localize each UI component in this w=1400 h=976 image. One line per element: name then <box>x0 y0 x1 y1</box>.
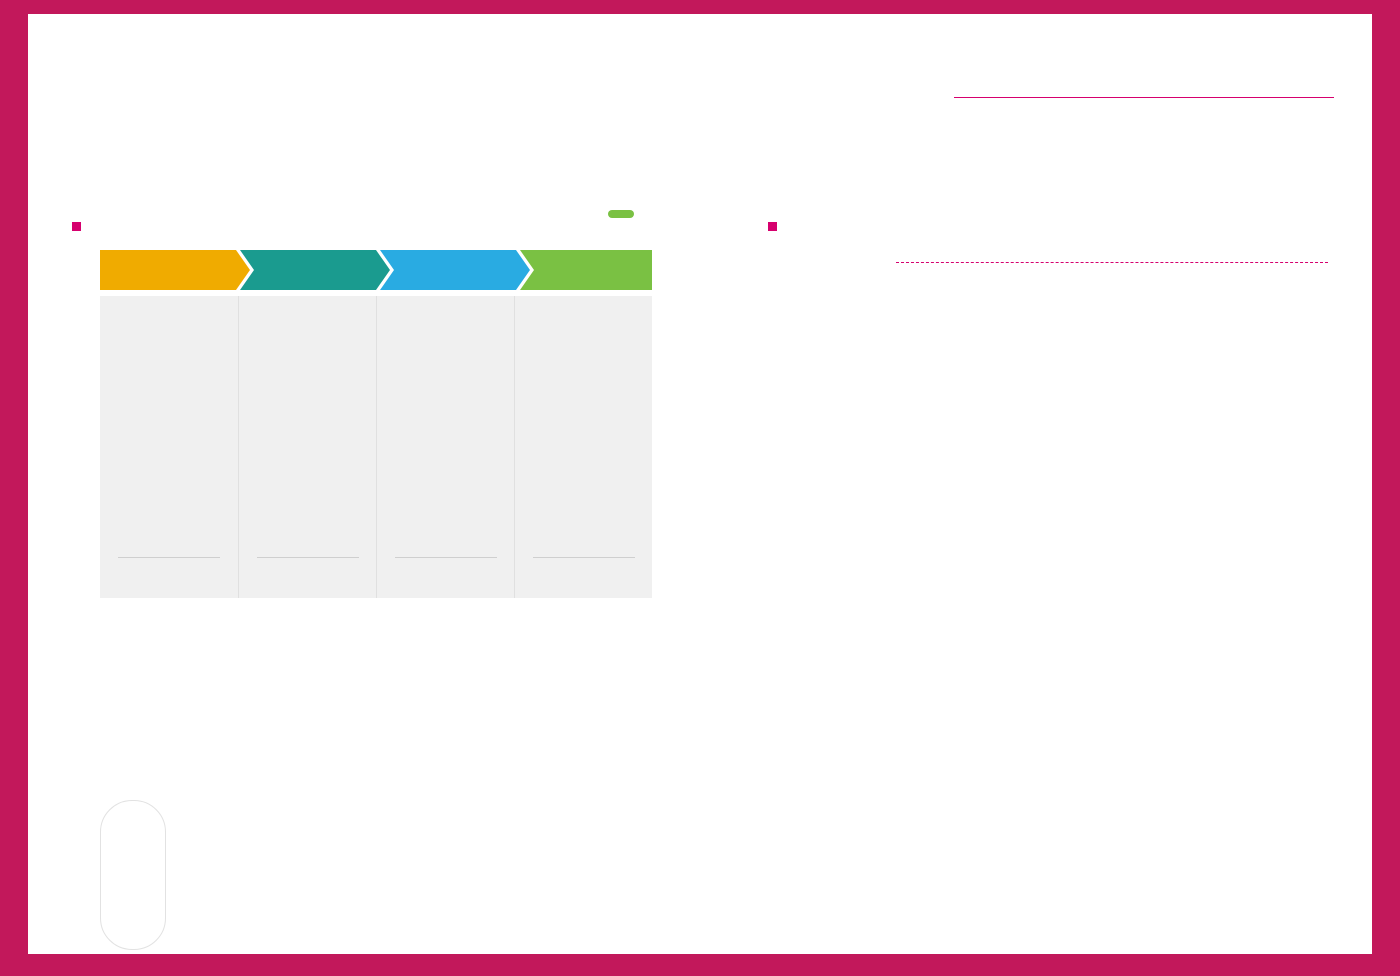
course-column-1 <box>100 296 238 598</box>
credit-divider-4 <box>533 557 635 558</box>
course-column-2 <box>238 296 377 598</box>
square-bullet-icon <box>72 222 81 231</box>
left-section-title <box>72 220 89 238</box>
year-chevron-1 <box>100 250 250 290</box>
recommend-pill <box>608 210 634 218</box>
chips-4 <box>515 296 653 310</box>
credit-divider-1 <box>118 557 220 558</box>
chips-1 <box>100 296 238 310</box>
course-columns <box>100 296 652 598</box>
chips-2 <box>239 296 377 310</box>
square-bullet-icon-2 <box>768 222 777 231</box>
year-chevron-row <box>100 250 652 290</box>
credit-divider-3 <box>395 557 497 558</box>
track-block <box>100 796 660 956</box>
author-badge <box>954 62 1334 103</box>
credit-divider-2 <box>257 557 359 558</box>
course-column-4 <box>514 296 653 598</box>
chips-3 <box>377 296 515 310</box>
author-badge-line <box>954 62 1334 90</box>
right-section-title <box>768 220 785 238</box>
track-group-label <box>100 800 166 950</box>
feature-notes <box>100 614 660 618</box>
year-chevron-2 <box>240 250 390 290</box>
course-column-3 <box>376 296 515 598</box>
poster-page <box>28 14 1372 954</box>
badge-divider <box>954 97 1334 98</box>
year-chevron-4 <box>520 250 652 290</box>
goal-divider <box>896 262 1328 263</box>
closing-text <box>100 970 680 976</box>
year-chevron-3 <box>380 250 530 290</box>
